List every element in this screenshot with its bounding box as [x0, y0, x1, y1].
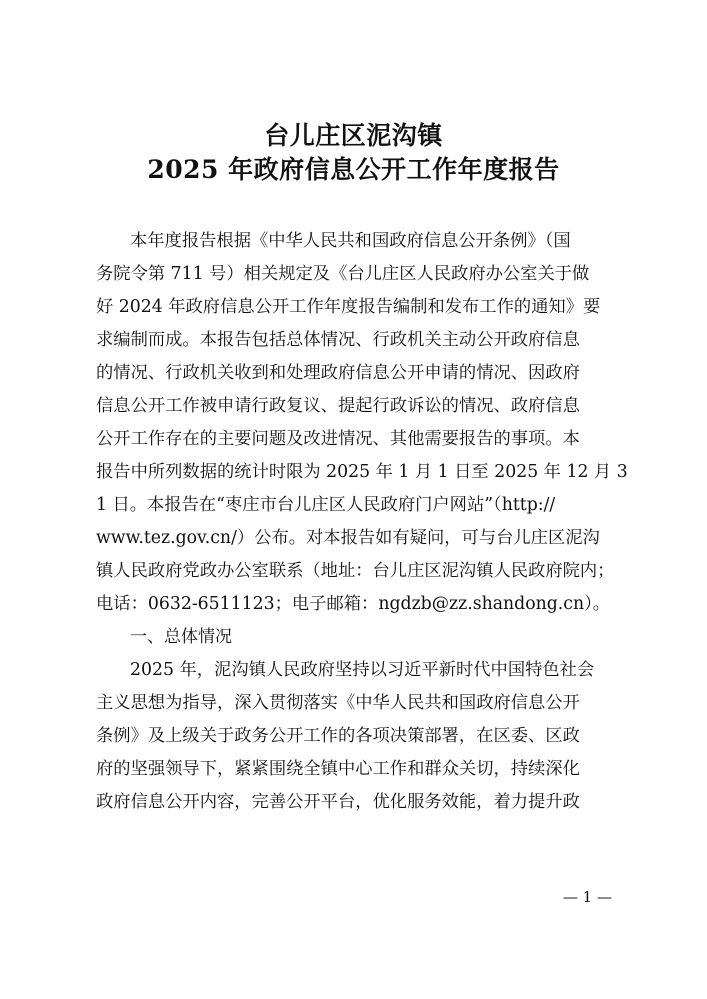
section1-line: 2025 年，泥沟镇人民政府坚持以习近平新时代中国特色社会: [130, 660, 595, 680]
intro-line: 求编制而成。本报告包括总体情况、行政机关主动公开政府信息: [96, 330, 580, 350]
section1-line: 府的坚强领导下，紧紧围绕全镇中心工作和群众关切，持续深化: [96, 759, 580, 779]
intro-line: 公开工作存在的主要问题及改进情况、其他需要报告的事项。本: [96, 429, 580, 449]
intro-line: 好 2024 年政府信息公开工作年度报告编制和发布工作的通知》要: [96, 297, 601, 317]
intro-line: 报告中所列数据的统计时限为 2025 年 1 月 1 日至 2025 年 12 月 3: [96, 462, 628, 482]
page-number: — 1 —: [562, 888, 612, 906]
intro-line: 电话：0632-6511123；电子邮箱：ngdzb@zz.shandong.cn）。: [96, 594, 611, 614]
document-title-line1: 台儿庄区泥沟镇: [264, 121, 443, 150]
section1-line: 主义思想为指导，深入贯彻落实《中华人民共和国政府信息公开: [96, 693, 580, 713]
intro-line: 1 日。本报告在“枣庄市台儿庄区人民政府门户网站”（http://: [96, 495, 556, 515]
intro-paragraph: [96, 225, 628, 621]
intro-line: 的情况、行政机关收到和处理政府信息公开申请的情况、因政府: [96, 363, 580, 383]
document-title-line2: 2025 年政府信息公开工作年度报告: [147, 155, 560, 184]
section1-line: 政府信息公开内容，完善公开平台，优化服务效能，着力提升政: [96, 792, 580, 812]
section1-heading: 一、总体情况: [130, 627, 232, 647]
section1-paragraph: [96, 654, 612, 819]
intro-line: 信息公开工作被申请行政复议、提起行政诉讼的情况、政府信息: [96, 396, 580, 416]
intro-line: 镇人民政府党政办公室联系（地址：台儿庄区泥沟镇人民政府院内；: [96, 561, 615, 581]
intro-line: 本年度报告根据《中华人民共和国政府信息公开条例》（国: [130, 231, 571, 251]
intro-line: www.tez.gov.cn/）公布。对本报告如有疑问，可与台儿庄区泥沟: [96, 528, 600, 548]
intro-line: 务院令第 711 号）相关规定及《台儿庄区人民政府办公室关于做: [96, 264, 590, 284]
section1-line: 条例》及上级关于政务公开工作的各项决策部署，在区委、区政: [96, 726, 580, 746]
